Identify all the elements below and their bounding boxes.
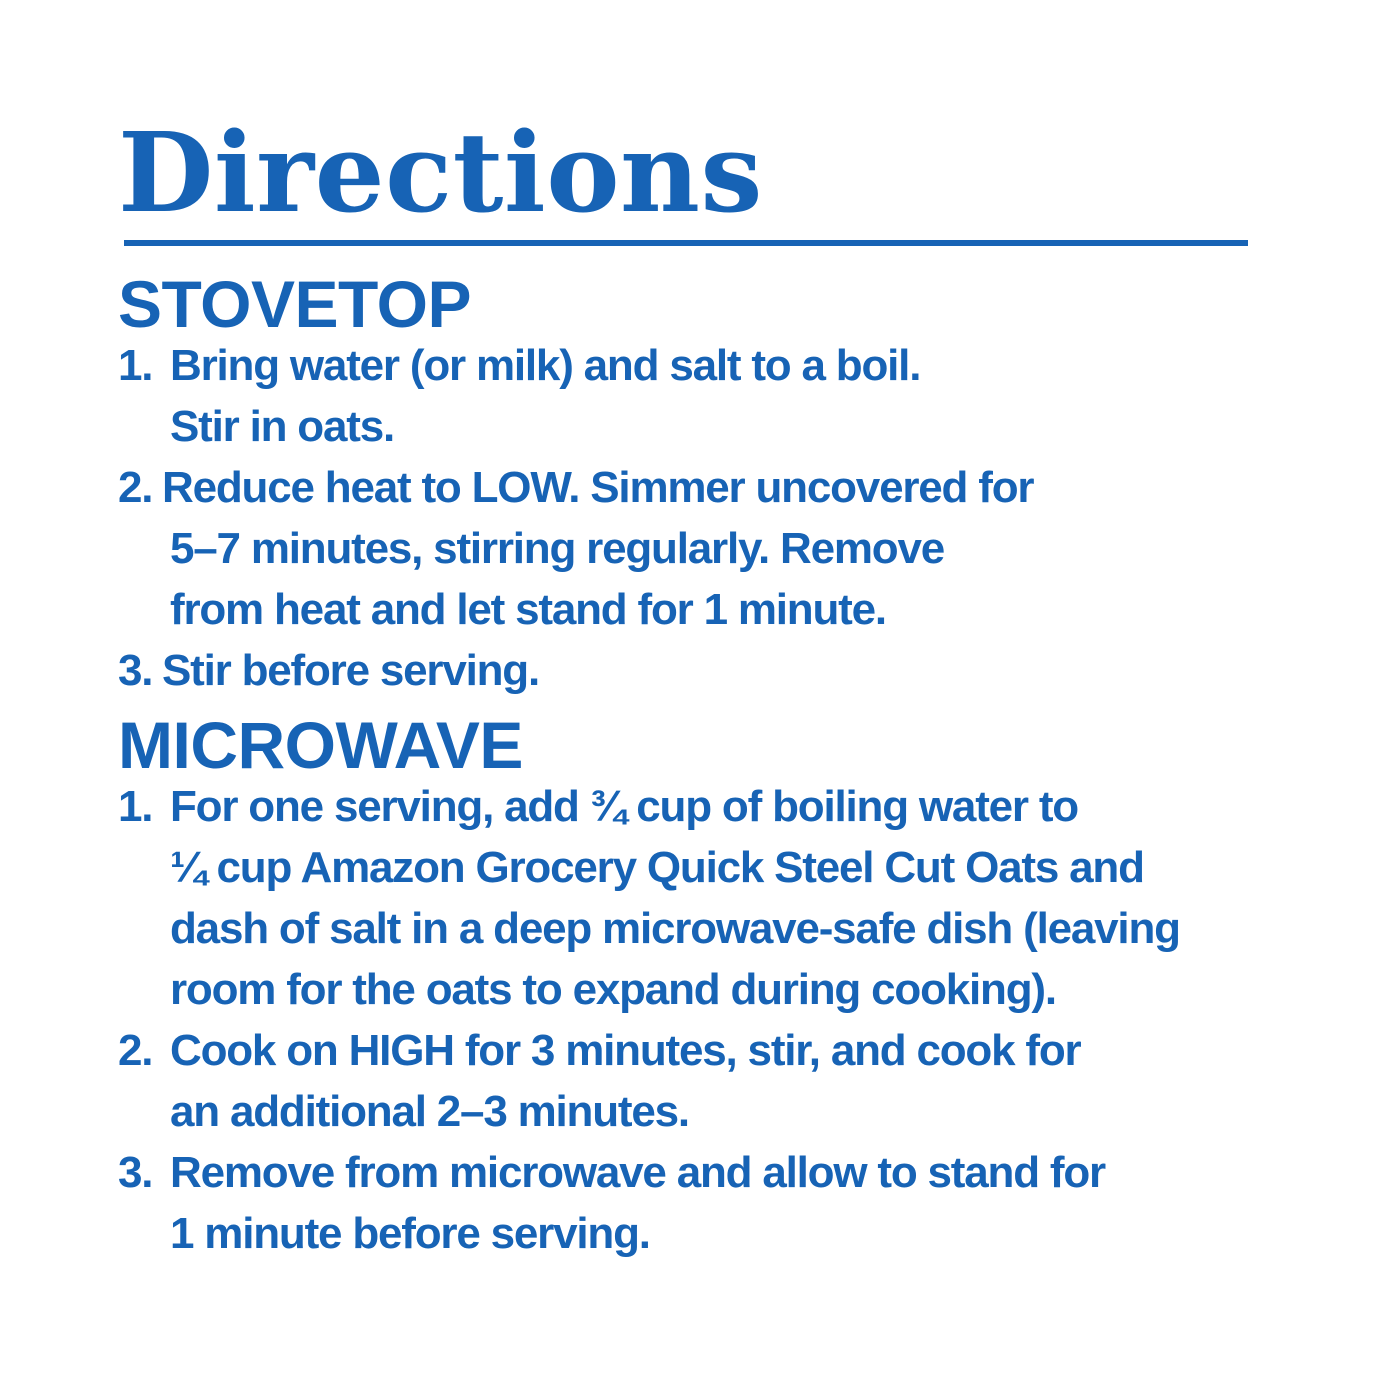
step-line: Stir before serving. [162,646,540,695]
step-line: room for the oats to expand during cooking). [170,965,1056,1014]
step-line: Bring water (or milk) and salt to a boil. [170,341,921,390]
step-number: 3. [118,1148,153,1197]
step-line: from heat and let stand for 1 minute. [170,585,886,634]
step-line: an additional 2–3 minutes. [170,1087,689,1136]
list-item [118,1020,1278,1142]
step-number: 1. [118,341,153,390]
microwave-steps [118,776,1278,1264]
step-text [162,640,1278,701]
list-item [118,776,1278,1020]
list-item [118,457,1278,640]
step-line: Remove from microwave and allow to stand for [170,1148,1105,1197]
step-number: 2. [118,1026,153,1075]
section-heading-stovetop: STOVETOP [118,267,472,341]
step-line: 5–7 minutes, stirring regularly. Remove [170,524,945,573]
list-item [118,1142,1278,1264]
step-line: Cook on HIGH for 3 minutes, stir, and cook for [170,1026,1081,1075]
step-text [170,335,1278,457]
step-line: For one serving, add ¾ cup of boiling water to [170,782,1078,831]
step-text [170,1020,1278,1142]
directions-content [118,267,1278,1264]
step-line: Stir in oats. [170,402,394,451]
step-line: Reduce heat to LOW. Simmer uncovered for [162,463,1034,512]
step-number: 1. [118,782,153,831]
step-line: ¼ cup Amazon Grocery Quick Steel Cut Oats and [170,843,1144,892]
step-line: dash of salt in a deep microwave-safe dish (leaving [170,904,1180,953]
step-number: 3. [118,646,153,695]
list-item [118,335,1278,457]
step-line: 1 minute before serving. [170,1209,650,1258]
step-text [170,1142,1278,1264]
step-text [162,457,1278,640]
list-item [118,640,1278,701]
step-text [170,776,1278,1020]
step-number: 2. [118,463,153,512]
page-title: Directions [118,108,763,237]
stovetop-steps [118,335,1278,701]
section-heading-microwave: MICROWAVE [118,708,523,782]
title-divider [124,240,1248,246]
